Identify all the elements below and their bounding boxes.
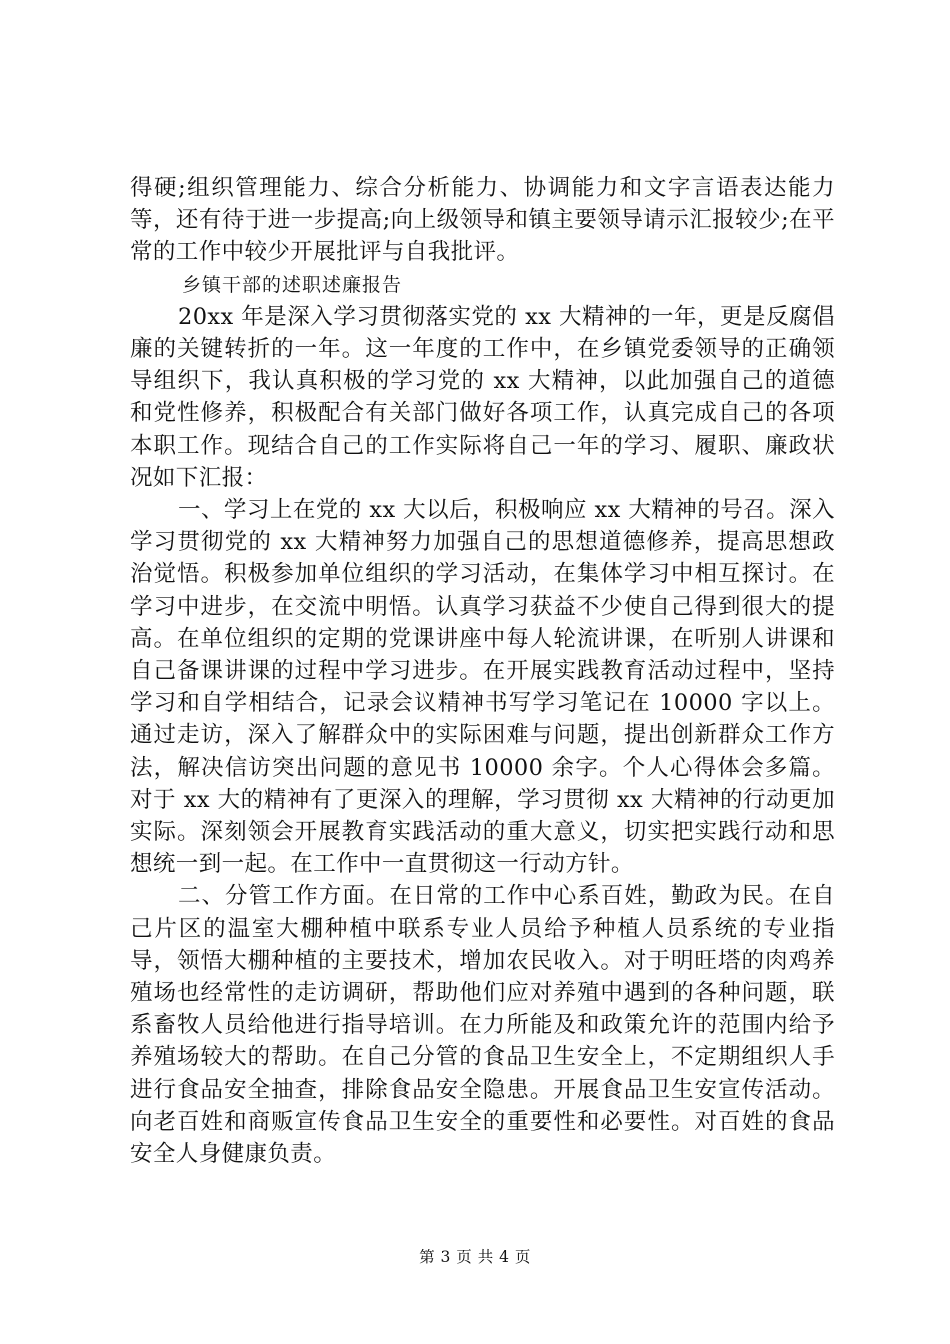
paragraph-work: 二、分管工作方面。在日常的工作中心系百姓，勤政为民。在自己片区的温室大棚种植中联系专业人员给予种植人员系统的专业指导，领悟大棚种植的主要技术，增加农民收入。对于明旺塔的肉鸡养殖场也经常性的走访调研，帮助他们应对养殖中遇到的各种问题，联系畜牧人员给他进行指导培训。在力所能及和政策允许的范围内给予养殖场较大的帮助。在自己分管的食品卫生安全上，不定期组织人手进行食品安全抽查，排除食品安全隐患。开展食品卫生安宣传活动。向老百姓和商贩宣传食品卫生安全的重要性和必要性。对百姓的食品安全人身健康负责。 [130, 883, 835, 1168]
paragraph-study: 一、学习上在党的 xx 大以后，积极响应 xx 大精神的号召。深入学习贯彻党的 xx 大精神努力加强自己的思想道德修养，提高思想政治觉悟。积极参加单位组织的学习活动，在集体学习中相互探讨。在学习中进步，在交流中明悟。认真学习获益不少使自己得到很大的提高。在单位组织的定期的党课讲座中每人轮流讲课，在听别人讲课和自己备课讲课的过程中学习进步。在开展实践教育活动过程中，坚持学习和自学相结合，记录会议精神书写学习笔记在 10000 字以上。通过走访，深入了解群众中的实际困难与问题，提出创新群众工作方法，解决信访突出问题的意见书 10000 余字。个人心得体会多篇。对于 xx 大的精神有了更深入的理解，学习贯彻 xx 大精神的行动更加实际。深刻领会开展教育实践活动的重大意义，切实把实践行动和思想统一到一起。在工作中一直贯彻这一行动方针。 [130, 497, 835, 878]
page-footer: 第 3 页 共 4 页 [419, 1248, 531, 1266]
document-body [130, 172, 835, 1170]
paragraph-continuation: 得硬;组织管理能力、综合分析能力、协调能力和文字言语表达能力等，还有待于进一步提高;向上级领导和镇主要领导请示汇报较少;在平常的工作中较少开展批评与自我批评。 [130, 175, 835, 266]
report-title: 乡镇干部的述职述廉报告 [182, 273, 403, 296]
paragraph-intro: 20xx 年是深入学习贯彻落实党的 xx 大精神的一年，更是反腐倡廉的关键转折的一年。这一年度的工作中，在乡镇党委领导的正确领导组织下，我认真积极的学习党的 xx 大精神，以此加强自己的道德和党性修养，积极配合有关部门做好各项工作，认真完成自己的各项本职工作。现结合自己的工作实际将自己一年的学习、履职、廉政状况如下汇报： [130, 303, 835, 491]
